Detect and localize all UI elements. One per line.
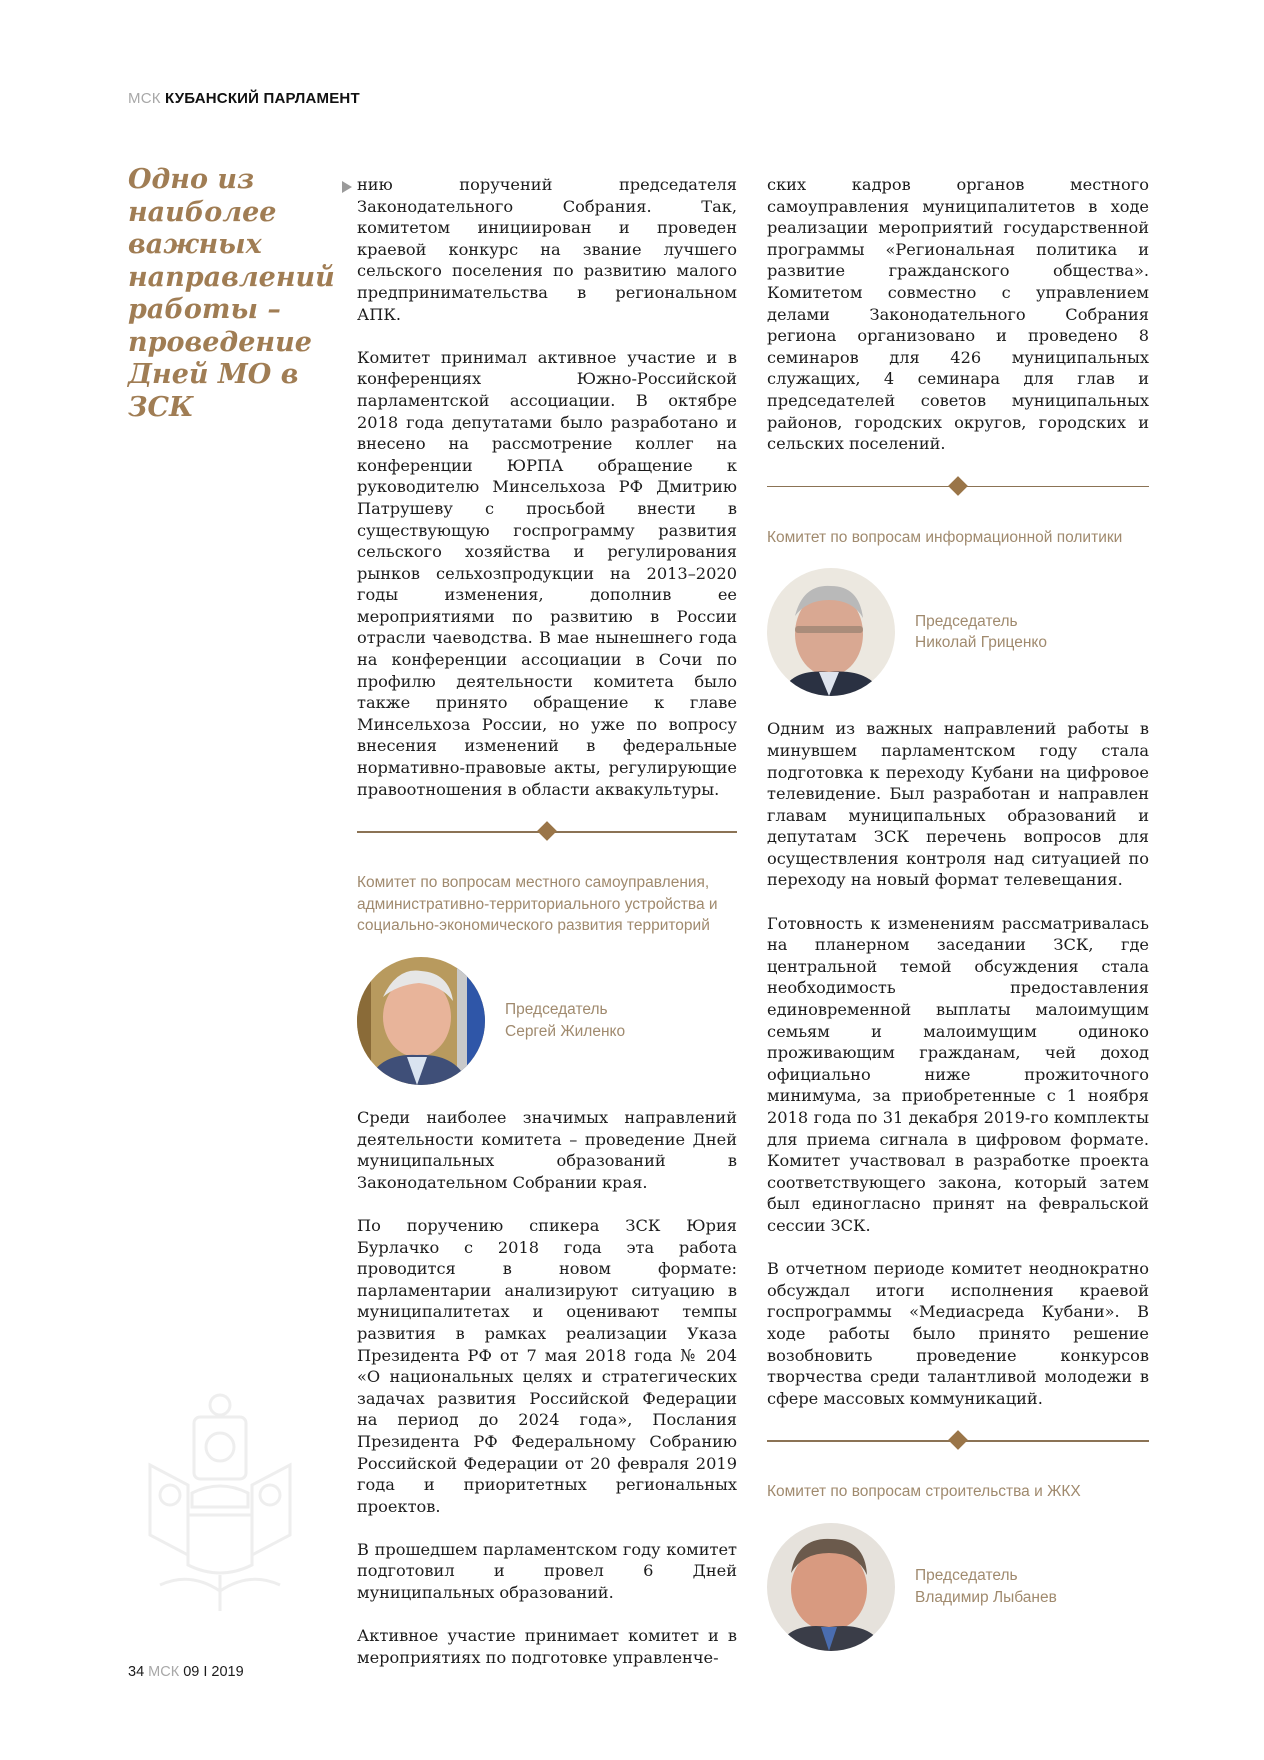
running-header (128, 90, 360, 107)
chair-role: Председатель (915, 612, 1018, 630)
section-divider (357, 822, 737, 842)
coat-of-arms-watermark-icon (130, 1385, 310, 1615)
paragraph: Среди наиболее значимых направлений деятельности комитета – проведение Дней муниципальных образований в Законодательном Собрании края. (357, 1108, 737, 1192)
committee-title: Комитет по вопросам строительства и ЖКХ (767, 1483, 1081, 1501)
chair-role: Председатель (505, 1001, 608, 1019)
chair-block (767, 1523, 1149, 1651)
paragraph: В прошедшем парламентском году комитет подготовил и провел 6 Дней муниципальных образований. (357, 1539, 737, 1603)
paragraph: По поручению спикера ЗСК Юрия Бурлачко с 2018 года эта работа проводится в новом формате: парламентарии анализируют ситуацию в муниципалитетах и оценивают темпы развития в рамках реализации Указа Президента РФ от 7 мая 2018 года № 204 «О национальных целях и стратегических задачах развития Российской Федерации на период до 2024 года», Послания Президента РФ Федеральному Собранию Российской Федерации от 20 февраля 2019 года и приоритетных региональных проектов. (357, 1215, 737, 1516)
portrait-photo-icon (767, 568, 895, 696)
portrait-photo-icon (767, 1523, 895, 1651)
chair-name: Николай Гриценко (915, 634, 1047, 652)
diamond-ornament-icon (948, 1430, 968, 1450)
section-title: КУБАНСКИЙ ПАРЛАМЕНТ (165, 90, 360, 107)
paragraph: Активное участие принимает комитет и в мероприятиях по подготовке управленче- (357, 1626, 737, 1667)
portrait-photo-icon (357, 957, 485, 1085)
chair-block (357, 957, 737, 1085)
paragraph: ских кадров органов местного самоуправления муниципалитетов в ходе реализации мероприятий государственной программы «Региональная политика и развитие гражданского общества». Комитетом совместно с управлением делами Законодательного Собрания региона организовано и проведено 8 семинаров для 426 муниципальных служащих, 4 семинара для глав и председателей советов муниципальных районов, городских округов, городских и сельских поселений. (767, 175, 1149, 454)
chair-caption (505, 999, 625, 1042)
pull-quote: Одно из наиболее важных направлений работы – проведение Дней МО в ЗСК (128, 164, 335, 423)
diamond-ornament-icon (948, 476, 968, 496)
avatar (767, 568, 895, 696)
committee-title: Комитет по вопросам информационной политики (767, 528, 1123, 546)
paragraph: Готовность к изменениям рассматривалась на планерном заседании ЗСК, где центральной темой обсуждения стала необходимость предоставления единовременной выплаты малоимущим семьям и малоимущим одиноко проживающим гражданам, чей доход официально ниже прожиточного минимума, за приобретенные с 1 ноября 2018 года по 31 декабря 2019-го комплекты для приема сигнала в цифровом формате. Комитет участвовал в разработке проекта соответствующего закона, который затем был единогласно принят на февральской сессии ЗСК. (767, 913, 1149, 1235)
paragraph: Комитет принимал активное участие и в конференциях Южно-Российской парламентской ассоциации. В октябре 2018 года депутатами было разработано и внесено на рассмотрение коллег на конференции ЮРПА обращение к руководителю Минсельхоза РФ Дмитрию Патрушеву с просьбой внести в существующую госпрограмму развития сельского хозяйства и регулирования рынков сельхозпродукции на 2013–2020 годы изменения, дополнив ее мероприятиями по развитию в России отрасли чаеводства. В мае нынешнего года на конференции ассоциации в Сочи по профилю деятельности комитета было также принято обращение к главе Минсельхоза России, но уже по вопросу внесения изменений в федеральные нормативно-правовые акты, регулирующие правоотношения в области аквакультуры. (357, 347, 737, 799)
magazine-brand: МСК (128, 90, 161, 107)
page-number: 34 (128, 1664, 145, 1680)
chair-caption (915, 1565, 1057, 1608)
chair-role: Председатель (915, 1567, 1018, 1585)
chair-block (767, 568, 1149, 696)
paragraph: Одним из важных направлений работы в минувшем парламентском году стала подготовка к переходу Кубани на цифровое телевидение. Был разработан и направлен главам муниципальных образований и депутатам ЗСК перечень вопросов для осуществления контроля над ситуацией по переходу на новый формат телевещания. (767, 719, 1149, 890)
page-footer (128, 1664, 244, 1680)
paragraph: нию поручений председателя Законодательного Собрания. Так, комитетом инициирован и проведен краевой конкурс на звание лучшего сельского поселения по развитию малого предпринимательства в региональном АПК. (357, 175, 737, 324)
chair-caption (915, 611, 1047, 654)
section-divider (767, 1431, 1149, 1451)
paragraph: В отчетном периоде комитет неоднократно обсуждал итоги исполнения краевой госпрограммы «Медиасреда Кубани». В ходе работы было принято решение возобновить проведение конкурсов творчества среди талантливой молодежи в сфере массовых коммуникаций. (767, 1259, 1149, 1408)
avatar (767, 1523, 895, 1651)
avatar (357, 957, 485, 1085)
diamond-ornament-icon (537, 821, 557, 841)
continuation-arrow-icon (342, 181, 352, 193)
section-divider (767, 477, 1149, 497)
footer-brand: МСК (148, 1664, 180, 1680)
chair-name: Владимир Лыбанев (915, 1588, 1057, 1606)
chair-name: Сергей Жиленко (505, 1023, 626, 1040)
committee-title: Комитет по вопросам местного самоуправления, административно-территориального устройства и социально-экономического развития территорий (357, 874, 718, 935)
middle-column (357, 174, 737, 1690)
issue-number: 09 I 2019 (183, 1664, 244, 1680)
right-column (767, 174, 1149, 1673)
